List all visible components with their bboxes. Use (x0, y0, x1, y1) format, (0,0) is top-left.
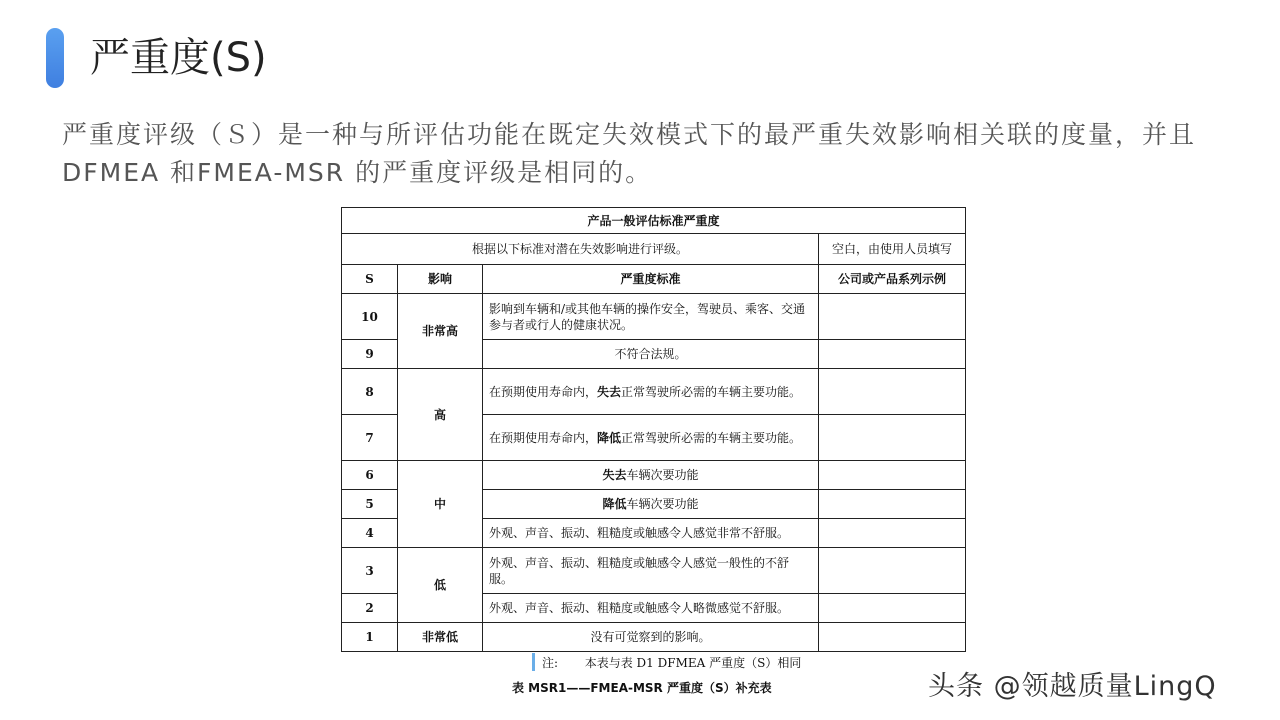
criteria-cell: 没有可觉察到的影响。 (483, 623, 819, 652)
table-row (342, 294, 966, 340)
example-cell (819, 490, 966, 519)
table-note: 注: 本表与表 D1 DFMEA 严重度（S）相同 (542, 656, 802, 670)
table-row (342, 461, 966, 490)
example-cell (819, 340, 966, 369)
example-cell (819, 369, 966, 415)
table-row (342, 623, 966, 652)
criteria-cell: 在预期使用寿命内，降低正常驾驶所必需的车辆主要功能。 (483, 415, 819, 461)
blank-note: 空白，由使用人员填写 (819, 234, 966, 265)
severity-table (341, 207, 966, 652)
table-row (342, 548, 966, 594)
title-accent-bar (46, 28, 64, 88)
effect-level: 高 (398, 369, 483, 461)
header-example: 公司或产品系列示例 (819, 265, 966, 294)
criteria-cell: 降低车辆次要功能 (483, 490, 819, 519)
page-title: 严重度(S) (90, 35, 267, 81)
effect-level: 非常高 (398, 294, 483, 369)
criteria-cell: 外观、声音、振动、粗糙度或触感令人感觉一般性的不舒服。 (483, 548, 819, 594)
effect-level: 中 (398, 461, 483, 548)
criteria-cell: 影响到车辆和/或其他车辆的操作安全，驾驶员、乘客、交通参与者或行人的健康状况。 (483, 294, 819, 340)
severity-value: 8 (342, 369, 398, 415)
example-cell (819, 294, 966, 340)
criteria-cell: 在预期使用寿命内，失去正常驾驶所必需的车辆主要功能。 (483, 369, 819, 415)
example-cell (819, 519, 966, 548)
severity-value: 7 (342, 415, 398, 461)
effect-level: 非常低 (398, 623, 483, 652)
criteria-cell: 外观、声音、振动、粗糙度或触感令人略微感觉不舒服。 (483, 594, 819, 623)
header-s: S (342, 265, 398, 294)
table-row (342, 369, 966, 415)
example-cell (819, 415, 966, 461)
table-caption: 表 MSR1——FMEA-MSR 严重度（S）补充表 (512, 681, 772, 695)
header-effect: 影响 (398, 265, 483, 294)
severity-value: 9 (342, 340, 398, 369)
severity-value: 6 (342, 461, 398, 490)
header-criteria: 严重度标准 (483, 265, 819, 294)
watermark: 头条 @领越质量LingQ (928, 671, 1217, 702)
example-cell (819, 623, 966, 652)
criteria-cell: 失去车辆次要功能 (483, 461, 819, 490)
severity-value: 10 (342, 294, 398, 340)
example-cell (819, 548, 966, 594)
severity-value: 3 (342, 548, 398, 594)
note-marker (532, 653, 535, 671)
example-cell (819, 461, 966, 490)
severity-value: 5 (342, 490, 398, 519)
table-title: 产品一般评估标准严重度 (342, 208, 966, 234)
effect-level: 低 (398, 548, 483, 623)
severity-value: 1 (342, 623, 398, 652)
criteria-cell: 不符合法规。 (483, 340, 819, 369)
criteria-cell: 外观、声音、振动、粗糙度或触感令人感觉非常不舒服。 (483, 519, 819, 548)
intro-paragraph: 严重度评级（Ｓ）是一种与所评估功能在既定失效模式下的最严重失效影响相关联的度量，并且DFMEA 和FMEA-MSR 的严重度评级是相同的。 (62, 120, 1197, 187)
table-instruction: 根据以下标准对潜在失效影响进行评级。 (342, 234, 819, 265)
severity-value: 4 (342, 519, 398, 548)
severity-value: 2 (342, 594, 398, 623)
example-cell (819, 594, 966, 623)
